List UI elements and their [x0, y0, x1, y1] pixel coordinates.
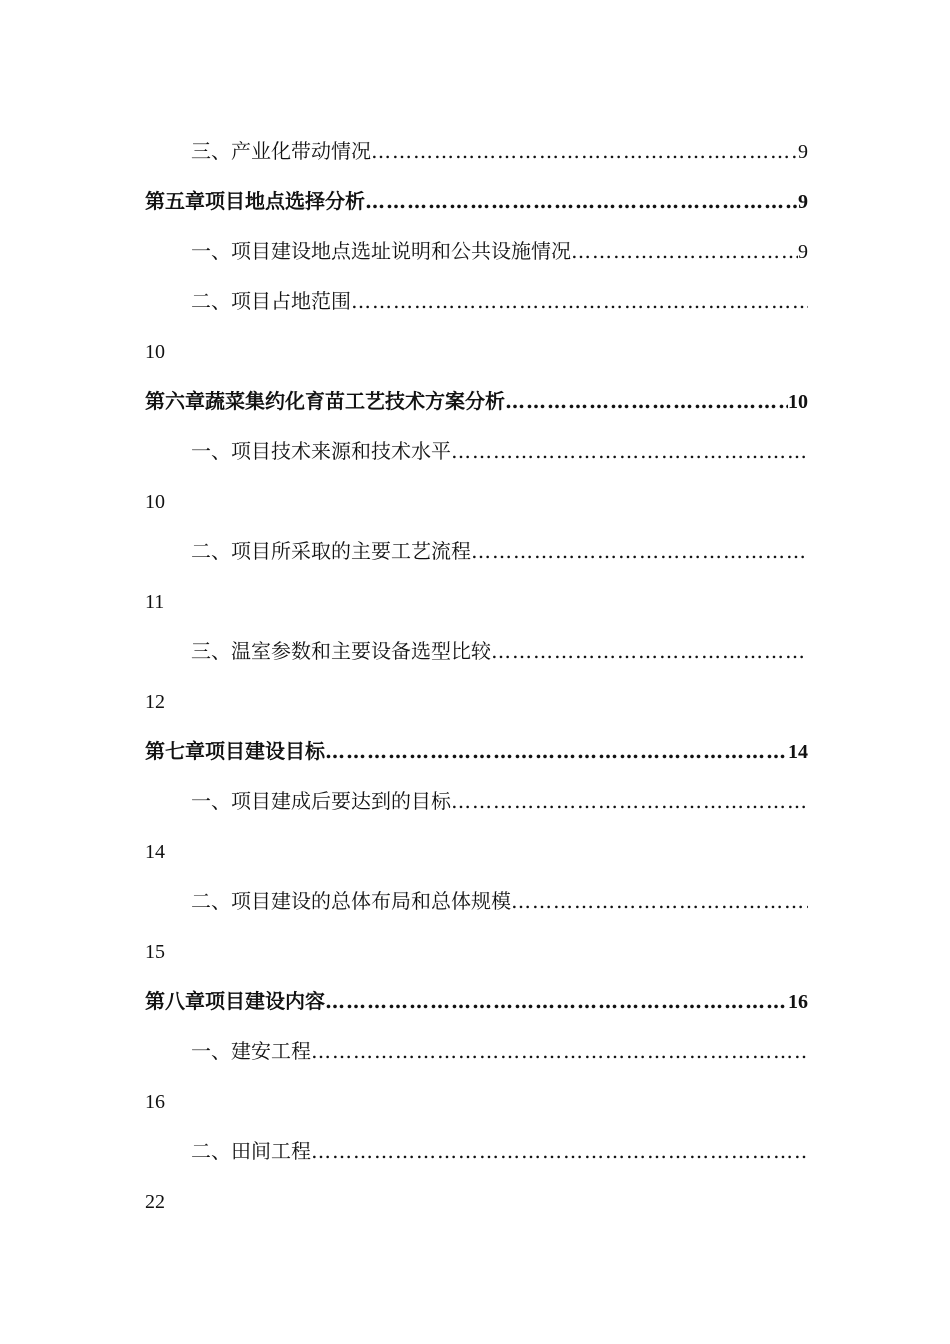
dot-leader [505, 376, 788, 426]
dot-leader [311, 1026, 808, 1076]
toc-wrapped-page-line [145, 676, 808, 726]
toc-chapter-entry[interactable] [145, 976, 808, 1026]
chapter-number: 第七章 [145, 739, 205, 763]
page-number: 16 [145, 1091, 165, 1113]
toc-title: 项目建设内容 [205, 989, 325, 1013]
page-number: 16 [788, 991, 808, 1013]
toc-section-entry[interactable] [145, 226, 808, 276]
dot-leader [351, 276, 808, 326]
toc-title: 一、建安工程 [191, 1039, 311, 1063]
dot-leader [371, 126, 798, 176]
page-number: 9 [798, 241, 808, 263]
chapter-number: 第五章 [145, 189, 205, 213]
page-number: 9 [798, 191, 808, 213]
toc-wrapped-page-line [145, 326, 808, 376]
page-number: 11 [145, 591, 165, 613]
toc-section-entry[interactable] [145, 1126, 808, 1176]
chapter-number: 第六章 [145, 389, 205, 413]
toc-section-entry[interactable] [145, 276, 808, 326]
page-number: 10 [145, 491, 165, 513]
toc-wrapped-page-line [145, 1176, 808, 1226]
toc-wrapped-page-line [145, 476, 808, 526]
toc-title: 三、温室参数和主要设备选型比较 [191, 639, 491, 663]
toc-wrapped-page-line [145, 926, 808, 976]
toc-section-entry[interactable] [145, 776, 808, 826]
dot-leader [325, 726, 788, 776]
chapter-number: 第八章 [145, 989, 205, 1013]
page-number: 14 [788, 741, 808, 763]
page-number: 22 [145, 1191, 165, 1213]
toc-title: 三、产业化带动情况 [191, 139, 371, 163]
toc-chapter-entry[interactable] [145, 376, 808, 426]
dot-leader [325, 976, 788, 1026]
dot-leader [365, 176, 798, 226]
toc-title: 一、项目建成后要达到的目标 [191, 789, 451, 813]
toc-title: 项目地点选择分析 [205, 189, 365, 213]
dot-leader [571, 226, 798, 276]
toc-title: 二、项目所采取的主要工艺流程 [191, 539, 471, 563]
page-number: 9 [798, 141, 808, 163]
page-number: 10 [145, 341, 165, 363]
toc-section-entry[interactable] [145, 1026, 808, 1076]
toc-title: 一、项目建设地点选址说明和公共设施情况 [191, 239, 571, 263]
toc-section-entry[interactable] [145, 526, 808, 576]
toc-section-entry[interactable] [145, 426, 808, 476]
toc-section-entry[interactable] [145, 626, 808, 676]
dot-leader [471, 526, 808, 576]
dot-leader [451, 776, 808, 826]
toc-title: 二、田间工程 [191, 1139, 311, 1163]
toc-chapter-entry[interactable] [145, 726, 808, 776]
table-of-contents [145, 126, 808, 1226]
dot-leader [311, 1126, 808, 1176]
toc-chapter-entry[interactable] [145, 176, 808, 226]
toc-section-entry[interactable] [145, 876, 808, 926]
toc-title: 一、项目技术来源和技术水平 [191, 439, 451, 463]
toc-section-entry[interactable] [145, 126, 808, 176]
page-number: 14 [145, 841, 165, 863]
toc-wrapped-page-line [145, 576, 808, 626]
dot-leader [451, 426, 808, 476]
toc-wrapped-page-line [145, 826, 808, 876]
toc-title: 二、项目占地范围 [191, 289, 351, 313]
toc-title: 项目建设目标 [205, 739, 325, 763]
dot-leader [511, 876, 808, 926]
page-number: 12 [145, 691, 165, 713]
toc-title: 二、项目建设的总体布局和总体规模 [191, 889, 511, 913]
toc-wrapped-page-line [145, 1076, 808, 1126]
page-number: 15 [145, 941, 165, 963]
dot-leader [491, 626, 808, 676]
toc-title: 蔬菜集约化育苗工艺技术方案分析 [205, 389, 505, 413]
page-number: 10 [788, 391, 808, 413]
